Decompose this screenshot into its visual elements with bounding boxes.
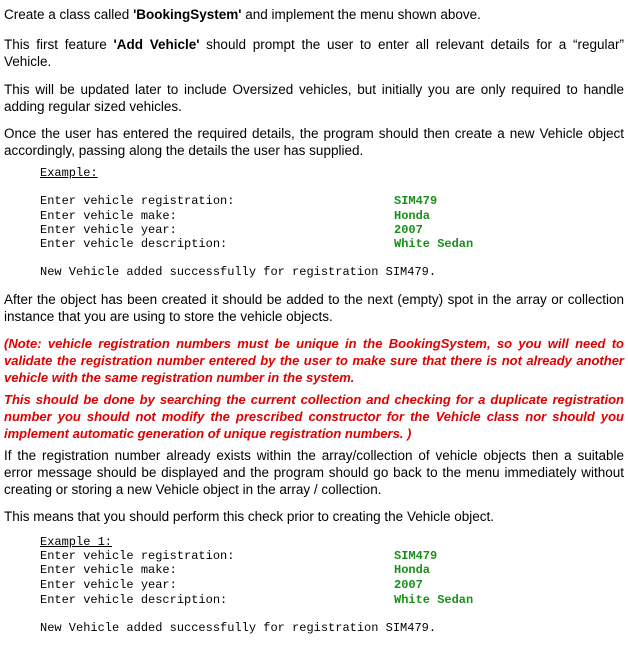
prompt-registration: Enter vehicle registration: (40, 549, 235, 563)
prompt-registration: Enter vehicle registration: (40, 194, 235, 208)
prompt-description: Enter vehicle description: (40, 593, 228, 607)
value-description: White Sedan (394, 593, 474, 607)
value-description: White Sedan (394, 237, 474, 251)
value-make: Honda (394, 563, 431, 577)
class-name: 'BookingSystem' (133, 7, 242, 22)
note-paragraph-1: (Note: vehicle registration numbers must be unique in the BookingSystem, so you will need to validate the registration number entered by the user to make sure that there is not already another vehicle with the same registration number in the system. (4, 336, 624, 385)
value-registration: SIM479 (394, 194, 438, 208)
prompt-description: Enter vehicle description: (40, 237, 228, 251)
value-make: Honda (394, 209, 431, 223)
intro-text: Create a class called (4, 7, 134, 22)
intro-text: should prompt the user to enter all relevant details for a “regular” Vehicle. (4, 37, 624, 69)
prompt-make: Enter vehicle make: (40, 209, 177, 223)
prompt-make: Enter vehicle make: (40, 563, 177, 577)
example-result: New Vehicle added successfully for registration SIM479. (40, 265, 437, 279)
body-paragraph-3: This means that you should perform this check prior to creating the Vehicle object. (4, 509, 495, 524)
prompt-year: Enter vehicle year: (40, 223, 177, 237)
intro-paragraph-2 (4, 36, 624, 70)
intro-paragraph-1 (4, 6, 624, 23)
value-year: 2007 (394, 223, 423, 237)
intro-paragraph-4: Once the user has entered the required details, the program should then create a new Vehicle object accordingly, passing along the details the user has supplied. (4, 126, 624, 158)
body-paragraph-1: After the object has been created it should be added to the next (empty) spot in the array or collection instance that you are using to store the vehicle objects. (4, 292, 624, 324)
feature-name: 'Add Vehicle' (113, 37, 200, 52)
example-1-heading: Example 1: (40, 535, 113, 549)
example-1-result: New Vehicle added successfully for registration SIM479. (40, 621, 437, 635)
intro-text: This first feature (4, 37, 114, 52)
body-paragraph-2: If the registration number already exists within the array/collection of vehicle objects then a suitable error message should be displayed and the program should go back to the menu immediately without creating or storing a new Vehicle object in the array / collection. (4, 448, 624, 497)
prompt-year: Enter vehicle year: (40, 578, 177, 592)
value-registration: SIM479 (394, 549, 438, 563)
intro-text: and implement the menu shown above. (241, 7, 481, 22)
value-year: 2007 (394, 578, 423, 592)
example-heading: Example: (40, 166, 98, 180)
note-paragraph-2: This should be done by searching the current collection and checking for a duplicate registration number you should not modify the prescribed constructor for the Vehicle class nor should you implement automatic generation of unique registration numbers. ) (4, 392, 624, 441)
intro-paragraph-3: This will be updated later to include Oversized vehicles, but initially you are only required to handle adding regular sized vehicles. (4, 82, 624, 114)
